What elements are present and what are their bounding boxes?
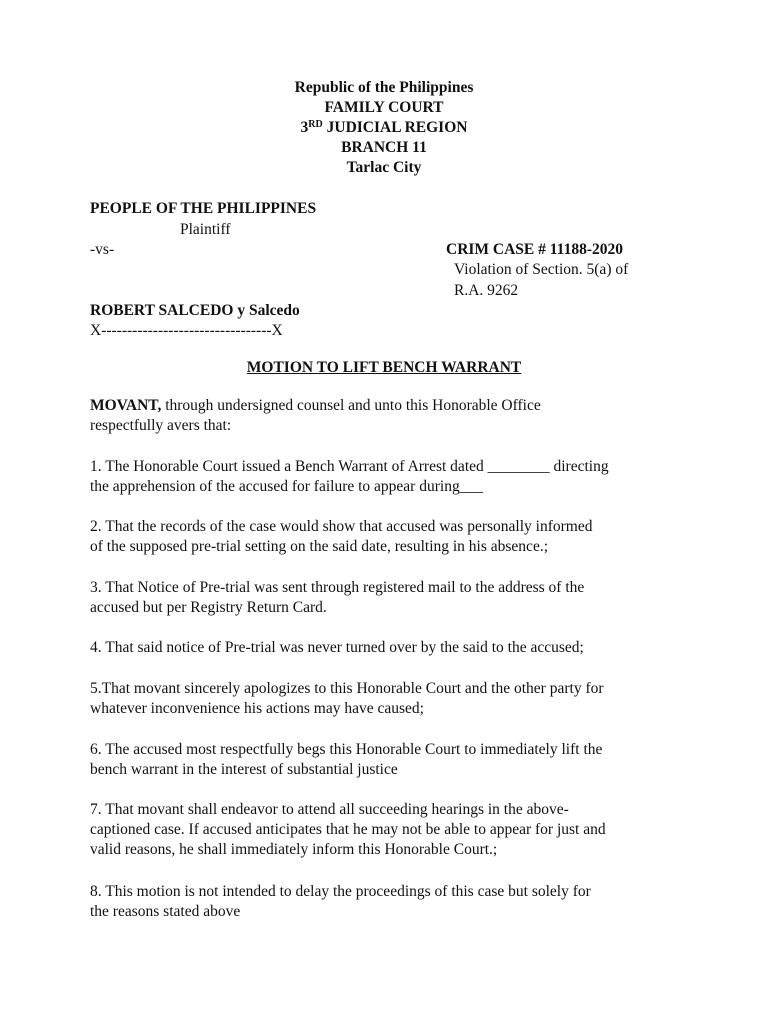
paragraph-7-line-3: valid reasons, he shall immediately inform this Honorable Court.;	[90, 841, 498, 858]
case-number: 11188-2020	[549, 241, 623, 258]
violation-line-2: R.A. 9262	[454, 282, 519, 299]
header-republic: Republic of the Philippines	[294, 79, 474, 96]
header-family-court: FAMILY COURT	[324, 99, 444, 116]
paragraph-4	[90, 638, 690, 658]
paragraph-7	[90, 800, 690, 860]
paragraph-2-line-2: of the supposed pre-trial setting on the said date, resulting in his absence.;	[90, 538, 548, 555]
paragraph-1-line-2: the apprehension of the accused for failure to appear during___	[90, 478, 483, 495]
intro-line-2: respectfully avers that:	[90, 417, 232, 434]
plaintiff-name: PEOPLE OF THE PHILIPPINES	[90, 200, 317, 217]
court-header	[0, 78, 768, 178]
paragraph-6-line-2: bench warrant in the interest of substantial justice	[90, 761, 398, 778]
intro-lead: MOVANT,	[90, 397, 162, 414]
header-judicial-region	[0, 118, 768, 138]
header-region-number: 3	[300, 119, 309, 136]
document-title: MOTION TO LIFT BENCH WARRANT	[246, 359, 522, 376]
paragraph-3-line-1: 3. That Notice of Pre-trial was sent through registered mail to the address of the	[90, 579, 585, 596]
intro-line-1-text: through undersigned counsel and unto this Honorable Office	[161, 397, 541, 414]
versus-label: -vs-	[90, 241, 115, 258]
intro-line-1	[90, 396, 690, 416]
intro-paragraph	[90, 396, 690, 436]
paragraph-7-line-1: 7. That movant shall endeavor to attend all succeeding hearings in the above-	[90, 801, 569, 818]
accused-name: ROBERT SALCEDO y Salcedo	[90, 302, 300, 319]
header-region-ordinal: RD	[308, 119, 323, 130]
caption-separator: X---------------------------------X	[90, 322, 283, 339]
paragraph-3-line-2: accused but per Registry Return Card.	[90, 599, 327, 616]
plaintiff-role: Plaintiff	[180, 221, 231, 238]
paragraph-3	[90, 578, 690, 618]
paragraph-5-line-2: whatever inconvenience his actions may have caused;	[90, 700, 424, 717]
violation-line-1: Violation of Section. 5(a) of	[454, 261, 629, 278]
paragraph-8-line-1: 8. This motion is not intended to delay the proceedings of this case but solely for	[90, 883, 591, 900]
header-city: Tarlac City	[346, 159, 422, 176]
paragraph-2-line-1: 2. That the records of the case would show that accused was personally informed	[90, 518, 593, 535]
paragraph-1-line-1: 1. The Honorable Court issued a Bench Warrant of Arrest dated ________ directing	[90, 458, 609, 475]
paragraph-2	[90, 517, 690, 557]
case-label: CRIM CASE #	[446, 241, 550, 258]
paragraph-7-line-2: captioned case. If accused anticipates that he may not be able to appear for just and	[90, 821, 606, 838]
paragraph-5	[90, 679, 690, 719]
paragraph-6	[90, 740, 690, 780]
paragraph-1	[90, 457, 690, 497]
paragraph-8-line-2: the reasons stated above	[90, 903, 241, 920]
header-region-text: JUDICIAL REGION	[322, 119, 468, 136]
paragraph-8	[90, 882, 690, 922]
header-branch: BRANCH 11	[341, 139, 427, 156]
paragraph-5-line-1: 5.That movant sincerely apologizes to this Honorable Court and the other party for	[90, 680, 604, 697]
paragraph-4-line-1: 4. That said notice of Pre-trial was never turned over by the said to the accused;	[90, 639, 584, 656]
case-number-block	[446, 240, 623, 260]
paragraph-6-line-1: 6. The accused most respectfully begs this Honorable Court to immediately lift the	[90, 741, 603, 758]
